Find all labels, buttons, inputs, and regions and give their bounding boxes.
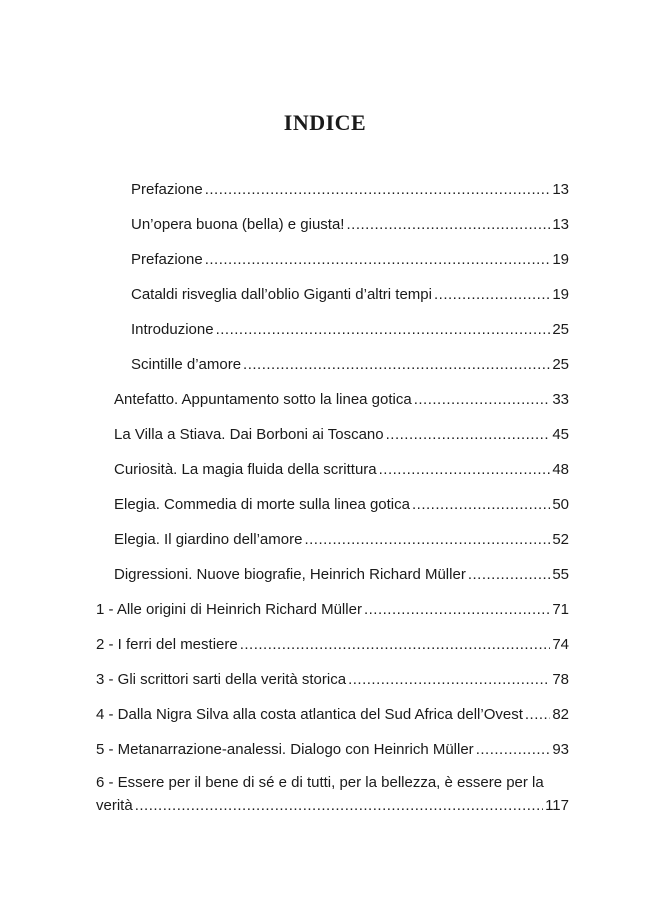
- toc-entry-page: 25: [552, 321, 569, 338]
- toc-entry-label: La Villa a Stiava. Dai Borboni ai Toscano: [114, 426, 384, 443]
- toc-entry: [96, 796, 569, 815]
- toc-entry-page: 45: [552, 426, 569, 443]
- dot-leader: [414, 390, 551, 409]
- toc-entry-label-line1: 6 - Essere per il bene di sé e di tutti, per la bellezza, è essere per la: [96, 774, 544, 791]
- toc-entry-label: Un’opera buona (bella) e giusta!: [131, 216, 345, 233]
- toc-entry-label: 5 - Metanarrazione-analessi. Dialogo con Heinrich Müller: [96, 741, 474, 758]
- toc-entry-label: 1 - Alle origini di Heinrich Richard Müller: [96, 601, 362, 618]
- toc-entry-page: 19: [552, 251, 569, 268]
- toc-entry-page: 93: [552, 741, 569, 758]
- toc-entry-page: 74: [552, 636, 569, 653]
- toc-entry-page: 82: [552, 706, 569, 723]
- toc-entry: [131, 355, 569, 374]
- toc-entry-page: 71: [552, 601, 569, 618]
- toc-entry-label: Elegia. Il giardino dell’amore: [114, 531, 303, 548]
- dot-leader: [525, 705, 550, 724]
- toc-entry: [114, 390, 569, 409]
- toc-entry-label: Cataldi risveglia dall’oblio Giganti d’altri tempi: [131, 286, 432, 303]
- toc-entry-label: 3 - Gli scrittori sarti della verità storica: [96, 671, 347, 688]
- toc-entry: [131, 250, 569, 269]
- toc-entry: [114, 495, 569, 514]
- toc-entry-page: 50: [552, 496, 569, 513]
- toc-entry-page: 19: [552, 286, 569, 303]
- toc-entry: [131, 320, 569, 339]
- toc-entry-label: Antefatto. Appuntamento sotto la linea gotica: [114, 391, 412, 408]
- dot-leader: [304, 530, 550, 549]
- toc-entry: [131, 215, 569, 234]
- toc-entry: [96, 670, 569, 689]
- dot-leader: [434, 285, 550, 304]
- dot-leader: [216, 320, 551, 339]
- toc-entry-label-line2: verità: [96, 797, 133, 814]
- toc-entry-page: 117: [545, 797, 569, 814]
- toc-entry: [114, 530, 569, 549]
- toc-entry-page: 78: [552, 671, 569, 688]
- toc-entry-label: Scintille d’amore: [131, 356, 242, 373]
- toc-entry-label: Prefazione: [131, 251, 203, 268]
- toc-entry-label: Digressioni. Nuove biografie, Heinrich Richard Müller: [114, 566, 466, 583]
- toc-entry-page: 25: [552, 356, 569, 373]
- page-title: INDICE: [283, 110, 367, 135]
- toc-entry: [114, 460, 569, 479]
- toc-entry: [96, 635, 569, 654]
- toc-entry: [96, 705, 569, 724]
- dot-leader: [243, 355, 550, 374]
- toc-entry-label: Elegia. Commedia di morte sulla linea gotica: [114, 496, 410, 513]
- dot-leader: [205, 250, 551, 269]
- dot-leader: [348, 670, 550, 689]
- toc-entry-label: 2 - I ferri del mestiere: [96, 636, 238, 653]
- dot-leader: [346, 215, 550, 234]
- toc-entry-label: Curiosità. La magia fluida della scrittura: [114, 461, 377, 478]
- dot-leader: [135, 796, 543, 815]
- toc-entry: [96, 740, 569, 759]
- toc-entry: [114, 565, 569, 584]
- dot-leader: [379, 460, 551, 479]
- toc-entry-page: 33: [552, 391, 569, 408]
- toc-entry: [131, 285, 569, 304]
- dot-leader: [476, 740, 551, 759]
- toc-entry-page: 52: [552, 531, 569, 548]
- toc-entry-page: 13: [552, 216, 569, 233]
- toc-entry: [96, 600, 569, 619]
- toc-entry-label: Prefazione: [131, 181, 203, 198]
- toc-entry: [114, 425, 569, 444]
- dot-leader: [386, 425, 551, 444]
- toc-entry: [131, 180, 569, 199]
- dot-leader: [364, 600, 550, 619]
- toc-entry-label: 4 - Dalla Nigra Silva alla costa atlantica del Sud Africa dell’Ovest: [96, 706, 523, 723]
- toc-entry-page: 13: [552, 181, 569, 198]
- toc-entry-label: Introduzione: [131, 321, 214, 338]
- toc-entry-page: 48: [552, 461, 569, 478]
- toc-entry-page: 55: [552, 566, 569, 583]
- dot-leader: [240, 635, 551, 654]
- dot-leader: [412, 495, 550, 514]
- dot-leader: [205, 180, 551, 199]
- dot-leader: [468, 565, 551, 584]
